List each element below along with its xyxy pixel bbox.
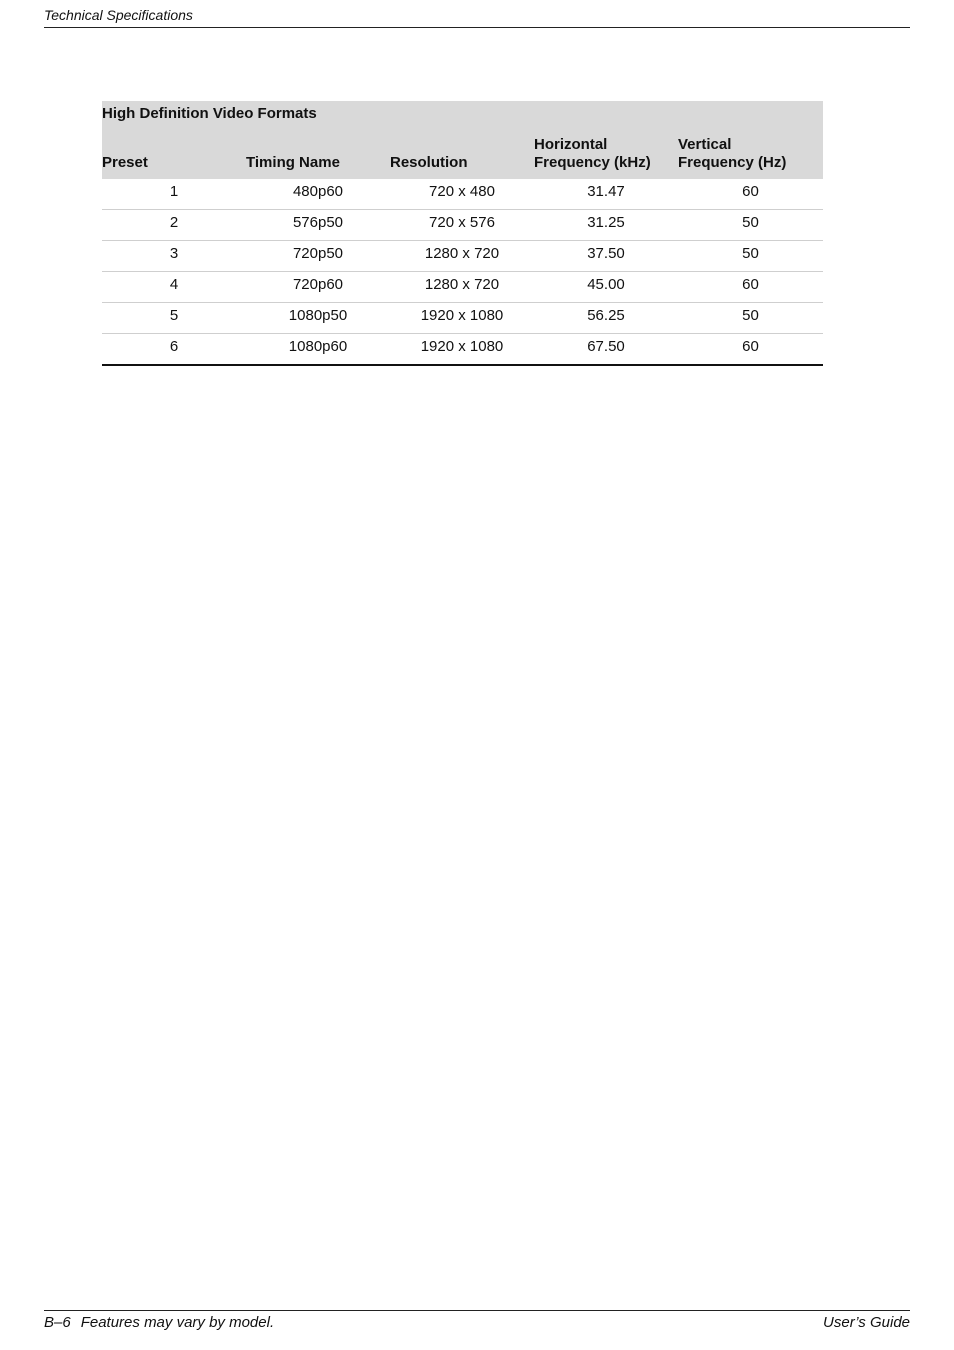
cell-timing-name: 1080p60 xyxy=(246,334,390,366)
running-header xyxy=(44,6,910,28)
table-row xyxy=(102,210,823,241)
cell-vertical-frequency: 60 xyxy=(678,179,823,210)
column-header-line2: Preset xyxy=(102,154,148,171)
cell-vertical-frequency: 60 xyxy=(678,272,823,303)
column-header-line1: Vertical xyxy=(678,136,732,153)
cell-timing-name: 480p60 xyxy=(246,179,390,210)
column-header-vertical-frequency xyxy=(678,127,823,179)
table-row xyxy=(102,241,823,272)
cell-vertical-frequency: 50 xyxy=(678,210,823,241)
cell-preset: 6 xyxy=(102,334,246,366)
footer-note: Features may vary by model. xyxy=(80,1314,275,1331)
running-header-title: Technical Specifications xyxy=(44,7,193,23)
column-header-timing-name xyxy=(246,127,390,179)
footer-guide-title: User’s Guide xyxy=(823,1314,910,1331)
cell-resolution: 720 x 480 xyxy=(390,179,534,210)
table-row xyxy=(102,179,823,210)
cell-preset: 4 xyxy=(102,272,246,303)
cell-timing-name: 1080p50 xyxy=(246,303,390,334)
table-row xyxy=(102,272,823,303)
table-header-row xyxy=(102,127,823,179)
cell-preset: 1 xyxy=(102,179,246,210)
cell-vertical-frequency: 50 xyxy=(678,241,823,272)
video-formats-table xyxy=(102,101,823,366)
column-header-resolution xyxy=(390,127,534,179)
cell-horizontal-frequency: 67.50 xyxy=(534,334,678,366)
cell-vertical-frequency: 50 xyxy=(678,303,823,334)
column-header-line2: Frequency (kHz) xyxy=(534,154,651,171)
table-row xyxy=(102,334,823,366)
cell-resolution: 1920 x 1080 xyxy=(390,303,534,334)
cell-preset: 3 xyxy=(102,241,246,272)
cell-horizontal-frequency: 31.25 xyxy=(534,210,678,241)
cell-horizontal-frequency: 45.00 xyxy=(534,272,678,303)
cell-horizontal-frequency: 31.47 xyxy=(534,179,678,210)
table-caption: High Definition Video Formats xyxy=(102,101,823,127)
column-header-line2: Frequency (Hz) xyxy=(678,154,787,171)
cell-timing-name: 576p50 xyxy=(246,210,390,241)
cell-horizontal-frequency: 37.50 xyxy=(534,241,678,272)
column-header-line1: Horizontal xyxy=(534,136,608,153)
table-caption-row xyxy=(102,101,823,127)
cell-preset: 2 xyxy=(102,210,246,241)
cell-timing-name: 720p60 xyxy=(246,272,390,303)
cell-preset: 5 xyxy=(102,303,246,334)
column-header-line2: Timing Name xyxy=(246,154,340,171)
cell-resolution: 1920 x 1080 xyxy=(390,334,534,366)
cell-resolution: 1280 x 720 xyxy=(390,272,534,303)
cell-horizontal-frequency: 56.25 xyxy=(534,303,678,334)
cell-resolution: 720 x 576 xyxy=(390,210,534,241)
column-header-line2: Resolution xyxy=(390,154,468,171)
table-row xyxy=(102,303,823,334)
cell-resolution: 1280 x 720 xyxy=(390,241,534,272)
column-header-horizontal-frequency xyxy=(534,127,678,179)
footer-left xyxy=(44,1312,274,1334)
cell-vertical-frequency: 60 xyxy=(678,334,823,366)
page-number: B–6 xyxy=(44,1314,71,1331)
cell-timing-name: 720p50 xyxy=(246,241,390,272)
column-header-preset xyxy=(102,127,246,179)
running-footer xyxy=(44,1310,910,1334)
